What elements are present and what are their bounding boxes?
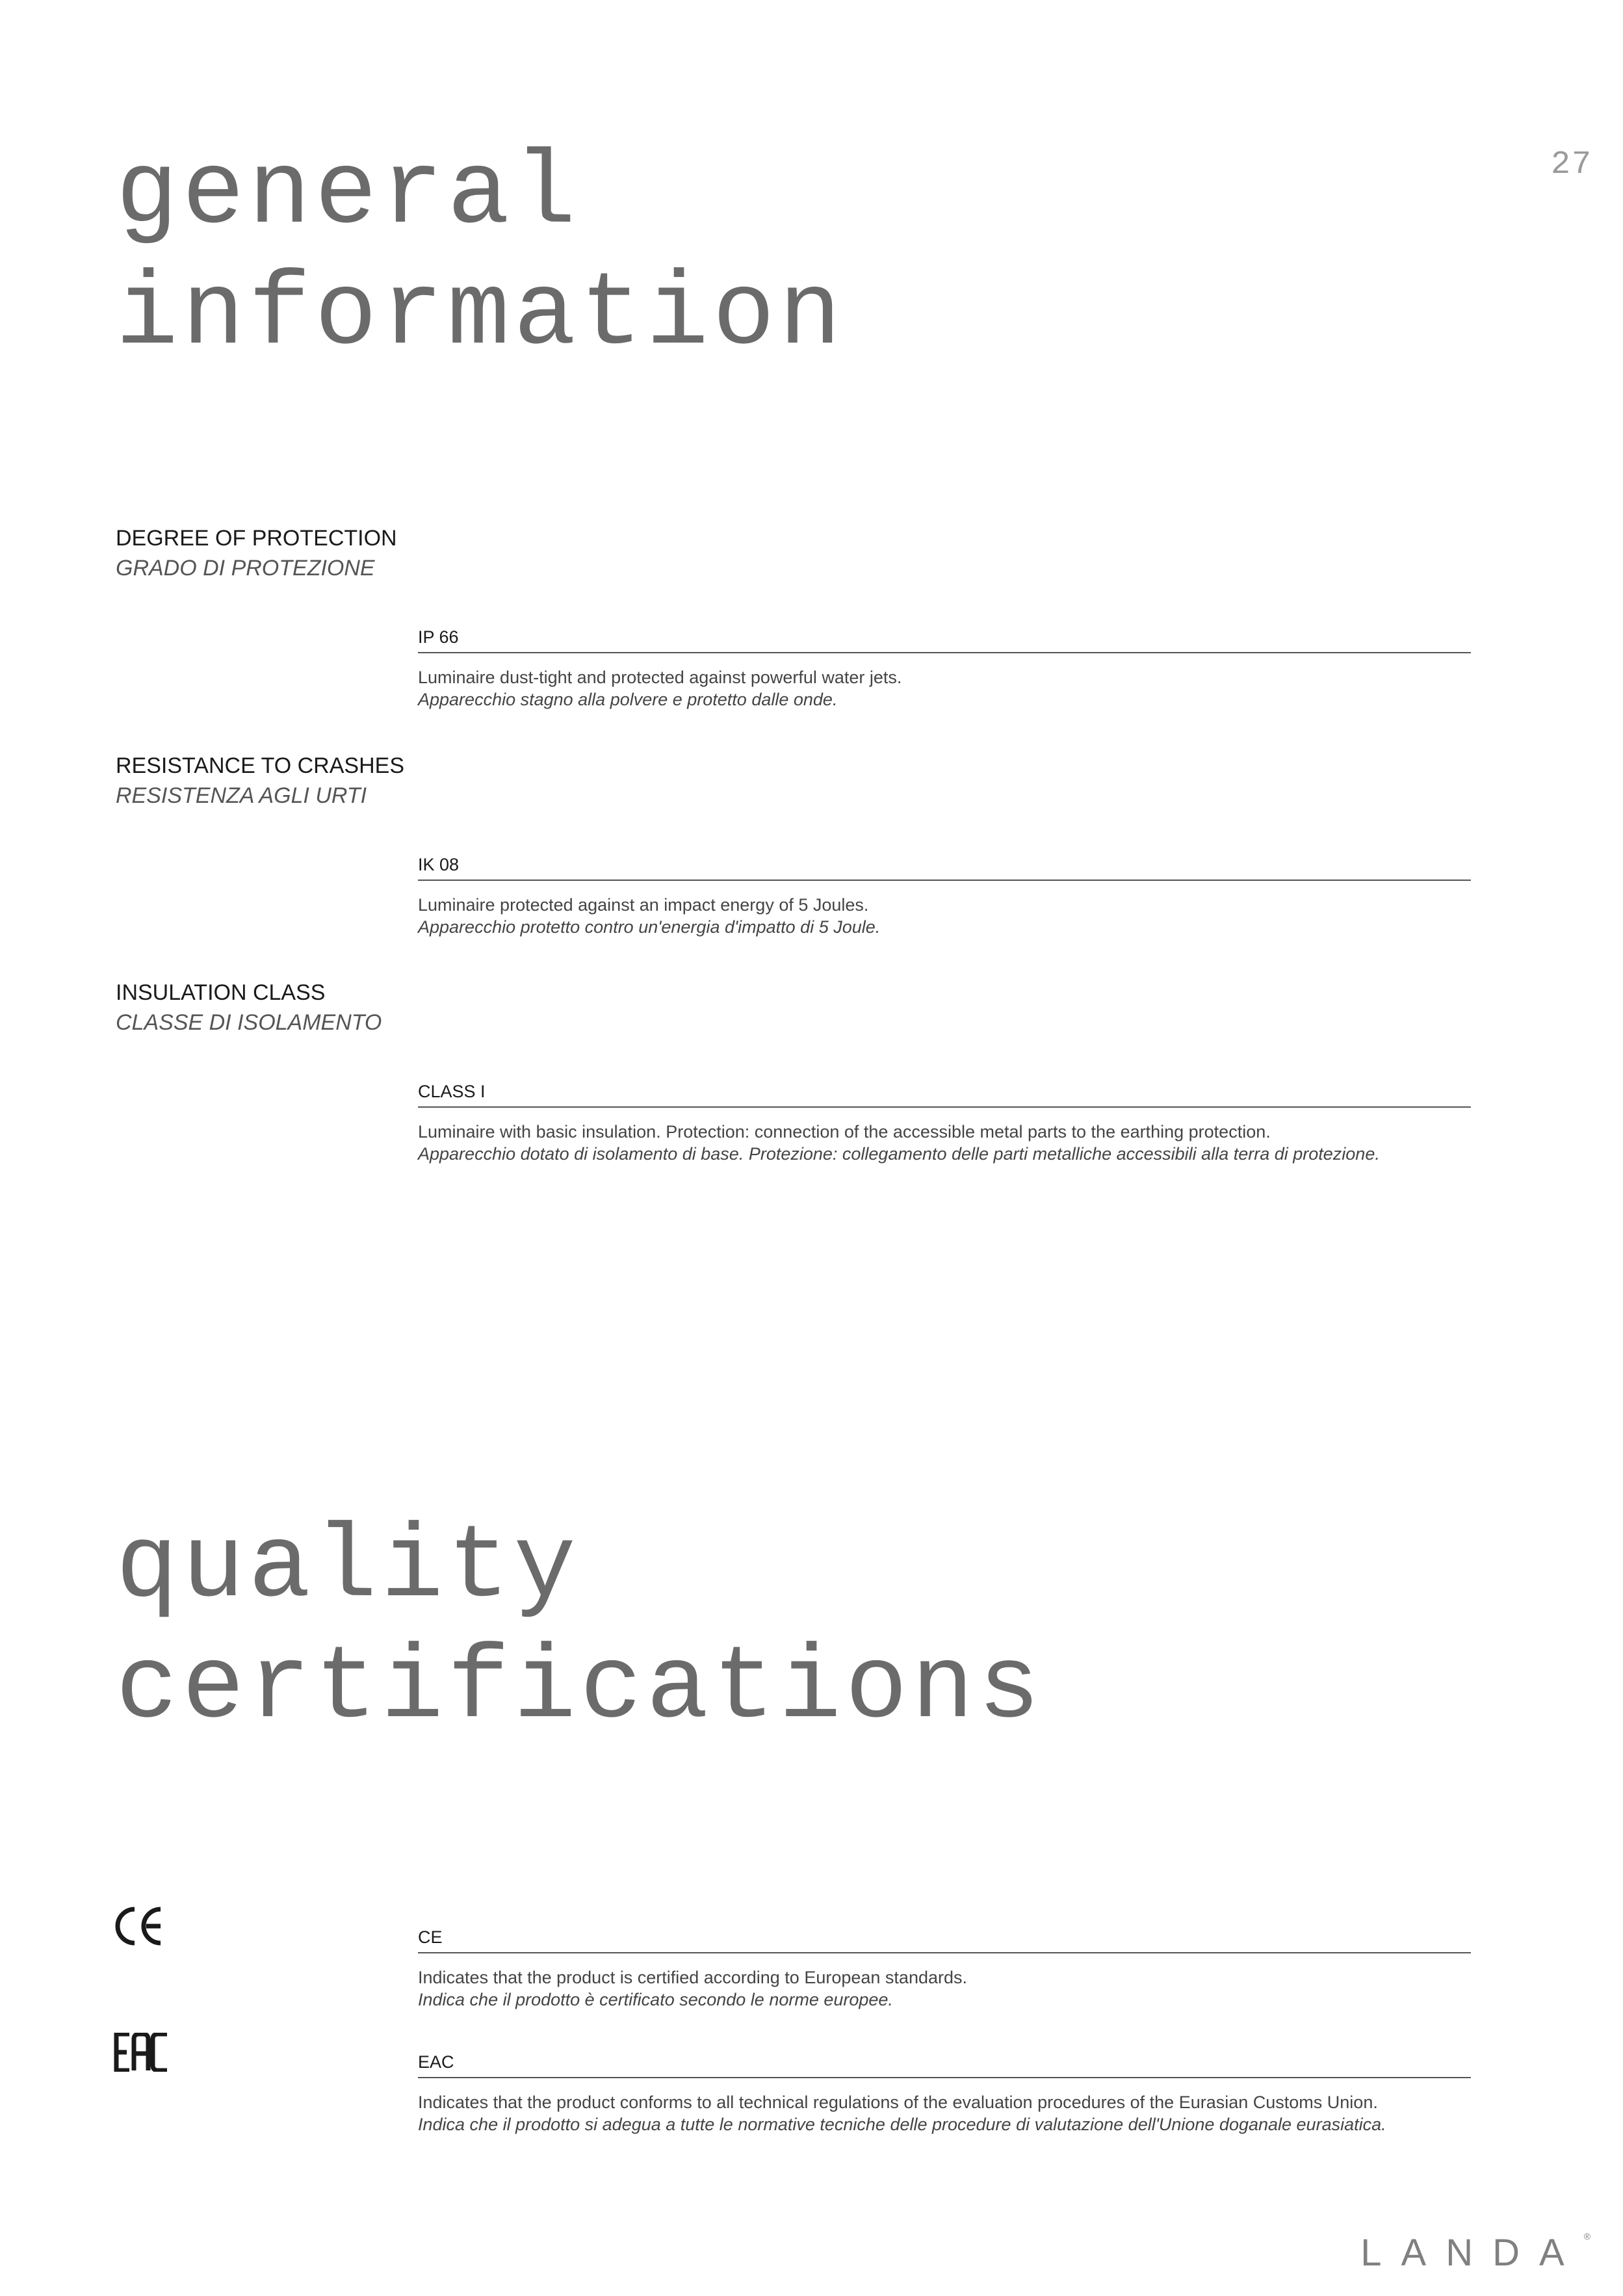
eac-certification (418, 2051, 1471, 2135)
title-line-1: general (116, 136, 580, 254)
ce-certification (418, 1926, 1471, 2011)
spec-description-it: Apparecchio protetto contro un'energia d'impatto di 5 Joule. (418, 917, 881, 937)
resistance-to-crashes-heading (116, 751, 404, 811)
spec-description-it: Apparecchio stagno alla polvere e protetto dalle onde. (418, 690, 838, 709)
spec-code: IP 66 (418, 626, 1471, 653)
cert-code: EAC (418, 2051, 1471, 2078)
spec-description-en: Luminaire with basic insulation. Protection: connection of the accessible metal parts to the earthing protection. (418, 1122, 1271, 1141)
section-title-it: RESISTENZA AGLI URTI (116, 783, 367, 808)
landa-logo (1360, 2231, 1591, 2275)
spec-description-it: Apparecchio dotato di isolamento di base. Protezione: collegamento delle parti metalliche accessibili alla terra di protezione. (418, 1144, 1380, 1164)
spec-description-en: Luminaire protected against an impact energy of 5 Joules. (418, 895, 869, 915)
cert-description-en: Indicates that the product is certified according to European standards. (418, 1968, 968, 1987)
brand-name: LANDA (1360, 2232, 1584, 2274)
spec-code: CLASS I (418, 1080, 1471, 1108)
cert-description-en: Indicates that the product conforms to all technical regulations of the evaluation procedures of the Eurasian Customs Union. (418, 2093, 1378, 2112)
title-line-1: quality (116, 1509, 580, 1627)
eac-mark-icon (114, 2033, 168, 2075)
ip-rating-spec (418, 626, 1471, 711)
section-title-it: GRADO DI PROTEZIONE (116, 556, 375, 581)
general-information-title (116, 135, 845, 376)
cert-description-it: Indica che il prodotto è certificato secondo le norme europee. (418, 1990, 893, 2009)
cert-code: CE (418, 1926, 1471, 1953)
page-number: 27 (1550, 146, 1592, 183)
degree-of-protection-heading (116, 523, 397, 583)
section-title-en: INSULATION CLASS (116, 980, 326, 1005)
spec-description-en: Luminaire dust-tight and protected against powerful water jets. (418, 668, 902, 687)
section-title-it: CLASSE DI ISOLAMENTO (116, 1010, 382, 1035)
ik-rating-spec (418, 854, 1471, 938)
cert-description-it: Indica che il prodotto si adegua a tutte le normative tecniche delle procedure di valutazione dell'Unione doganale eurasiatica. (418, 2115, 1386, 2134)
section-title-en: RESISTANCE TO CRASHES (116, 753, 404, 778)
title-line-2: certifications (116, 1630, 1045, 1748)
section-title-en: DEGREE OF PROTECTION (116, 526, 397, 551)
title-line-2: information (116, 257, 846, 374)
registered-mark: ® (1583, 2231, 1591, 2241)
quality-certifications-title (116, 1508, 1044, 1750)
insulation-class-heading (116, 978, 382, 1037)
insulation-class-spec (418, 1080, 1471, 1165)
spec-code: IK 08 (418, 854, 1471, 881)
ce-mark-icon (114, 1907, 166, 1949)
